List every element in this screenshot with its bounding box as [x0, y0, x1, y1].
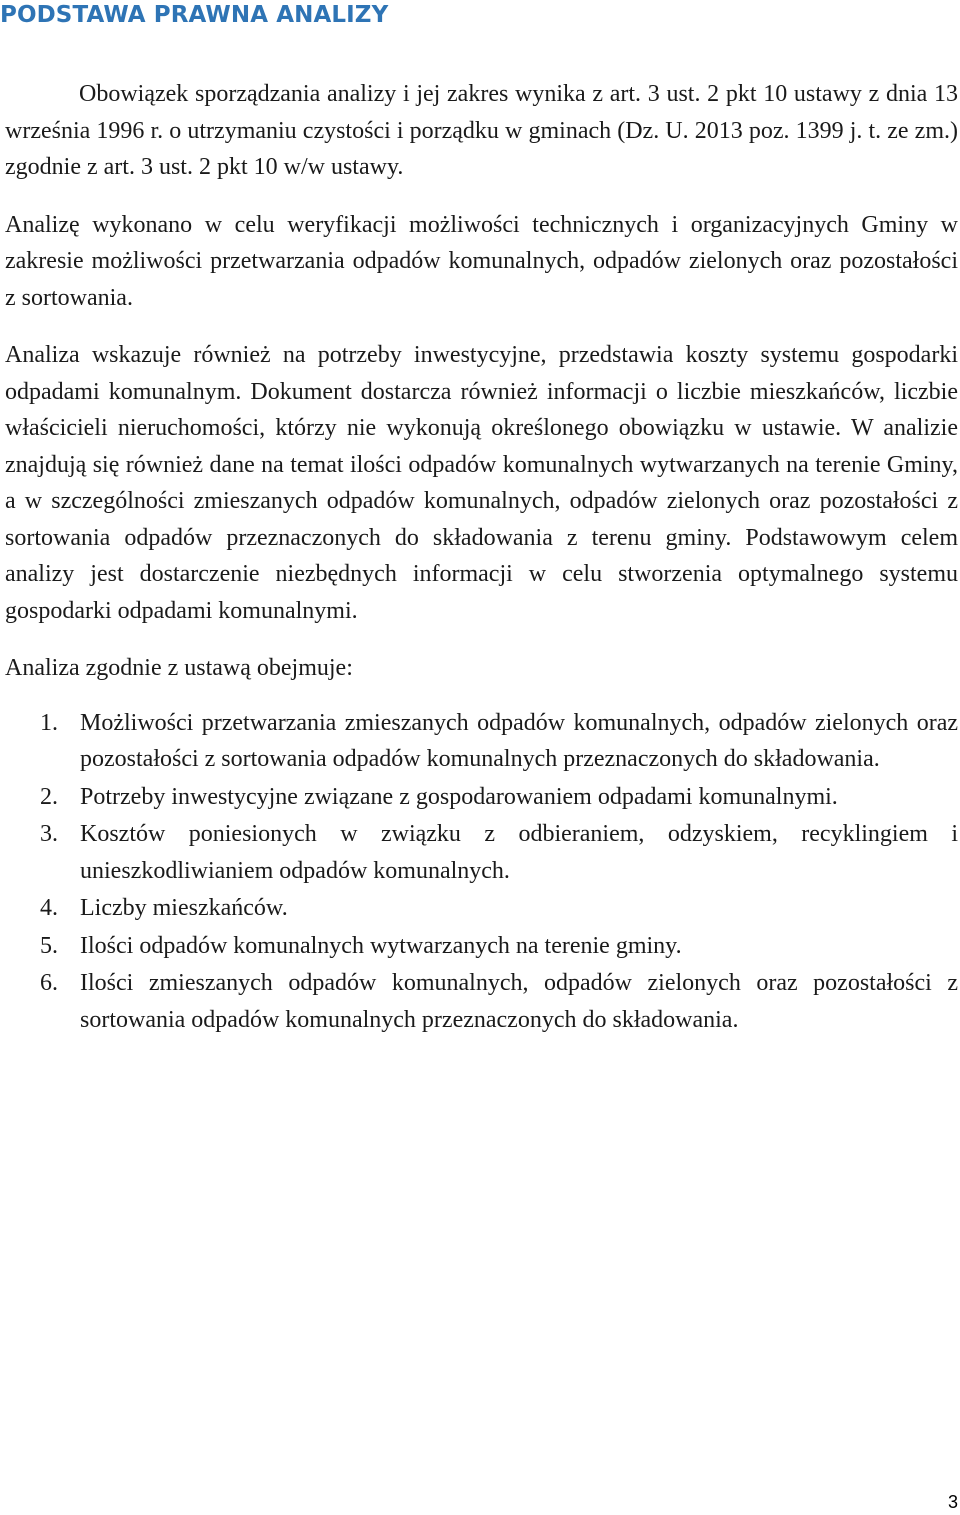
list-item-text: Potrzeby inwestycyjne związane z gospodarowaniem odpadami komunalnymi.: [80, 783, 838, 810]
paragraph-purpose: Analizę wykonano w celu weryfikacji możliwości technicznych i organizacyjnych Gminy w zakresie możliwości przetwarzania odpadów komunalnych, odpadów zielonych oraz pozostałości z sortowania.: [5, 211, 958, 311]
document-body: [5, 76, 958, 1039]
list-item-number: 6.: [40, 970, 58, 996]
page-number: 3: [947, 1492, 958, 1512]
list-item-number: 3.: [40, 821, 58, 847]
scope-list: [5, 705, 958, 1039]
list-item-text: Liczby mieszkańców.: [80, 895, 288, 921]
list-item-number: 2.: [40, 783, 58, 810]
list-item-number: 4.: [40, 895, 58, 921]
list-item-number: 1.: [40, 709, 58, 736]
list-item-text: Możliwości przetwarzania zmieszanych odpadów komunalnych, odpadów zielonych oraz pozostałości z sortowania odpadów komunalnych przeznaczonych do składowania.: [80, 709, 958, 772]
list-item-number: 5.: [40, 932, 58, 959]
list-item: [5, 816, 958, 889]
list-item-text: Ilości zmieszanych odpadów komunalnych, odpadów zielonych oraz pozostałości z sortowania odpadów komunalnych przeznaczonych do składowania.: [80, 970, 958, 1033]
list-item-text: Kosztów poniesionych w związku z odbieraniem, odzyskiem, recyklingiem i unieszkodliwianiem odpadów komunalnych.: [80, 821, 958, 884]
paragraph-legal-basis: Obowiązek sporządzania analizy i jej zakres wynika z art. 3 ust. 2 pkt 10 ustawy z dnia 13 września 1996 r. o utrzymaniu czystości i porządku w gminach (Dz. U. 2013 poz. 1399 j. t. ze zm.) zgodnie z art. 3 ust. 2 pkt 10 w/w ustawy.: [5, 81, 958, 180]
list-item: [5, 928, 958, 965]
section-heading: PODSTAWA PRAWNA ANALIZY: [0, 2, 389, 28]
paragraph-scope-description: Analiza wskazuje również na potrzeby inwestycyjne, przedstawia koszty systemu gospodarki odpadami komunalnym. Dokument dostarcza również informacji o liczbie mieszkańców, liczbie właścicieli nieruchomości, którzy nie wykonują określonego obowiązku w ustawie. W analizie znajdują się również dane na temat ilości odpadów komunalnych wytwarzanych na terenie Gminy, a w szczególności zmieszanych odpadów komunalnych, odpadów zielonych oraz pozostałości z sortowania odpadów przeznaczonych do składowania z terenu gminy. Podstawowym celem analizy jest dostarczenie niezbędnych informacji w celu stworzenia optymalnego systemu gospodarki odpadami komunalnymi.: [5, 342, 958, 624]
list-item: [5, 965, 958, 1038]
list-item: [5, 705, 958, 778]
list-item: [5, 779, 958, 816]
list-item: [5, 890, 958, 927]
list-intro: Analiza zgodnie z ustawą obejmuje:: [5, 655, 353, 681]
list-item-text: Ilości odpadów komunalnych wytwarzanych na terenie gminy.: [80, 932, 682, 959]
